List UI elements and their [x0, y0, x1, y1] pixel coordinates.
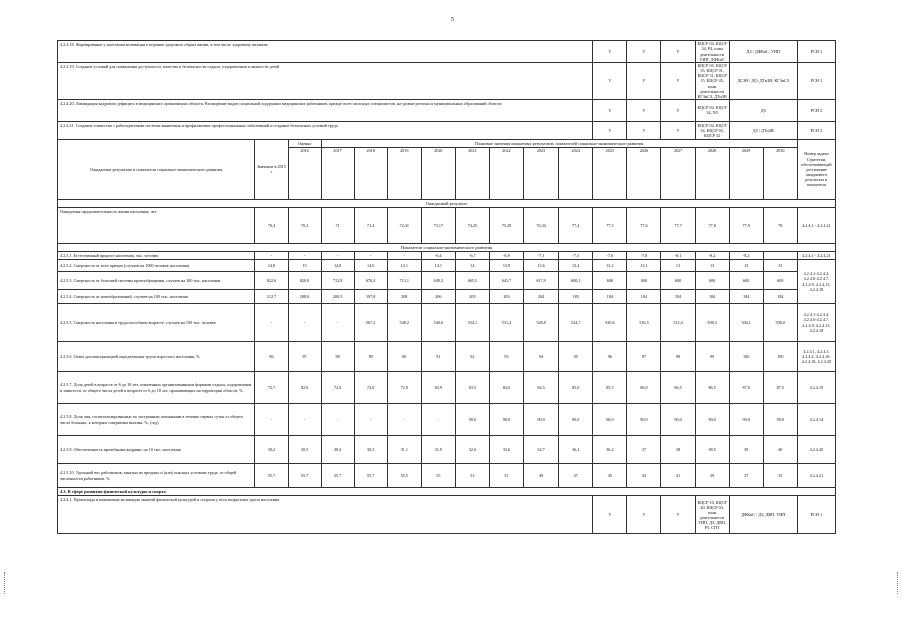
indicator-value: 534,1 [455, 304, 489, 342]
expected-band: Ожидаемый результат [58, 199, 836, 207]
indicator-value: - [255, 251, 288, 259]
header-year: 2025 [593, 147, 627, 199]
indicator-row [58, 304, 836, 342]
indicator-value: - [387, 251, 421, 259]
indicator-name: 4.2.5.6. Охват диспансеризацией определенных групп взрослого населения, % [58, 342, 255, 372]
indicator-value: 13 [661, 260, 695, 272]
indicator-value: 713,1 [387, 272, 421, 290]
header-year: 2029 [729, 147, 763, 199]
indicator-value: 72,0 [321, 372, 354, 404]
indicator-value: 500,0 [763, 304, 797, 342]
indicator-value: 55,7 [321, 464, 354, 488]
task-reference: 4.2.4.1-4.2.4.4, 4.2.4.6-4.2.4.7, 4.2.4.9, 4.2.4.13, 4.2.4.18 [797, 304, 835, 342]
indicator-value: 37 [729, 464, 763, 488]
executors: ДФКиС / ДЗ, ДВП, УИП [729, 496, 797, 534]
indicator-value: 74,25 [455, 207, 489, 243]
indicator-value: 72,41 [387, 207, 421, 243]
indicator-value: 97 [627, 342, 661, 372]
indicator-value: 94 [524, 342, 559, 372]
indicator-value: 600,1 [559, 272, 593, 290]
indicator-value: -7,8 [627, 251, 661, 259]
indicator-value: - [421, 404, 455, 436]
indicator-value: 98 [661, 342, 695, 372]
indicator-value: 30,4 [321, 436, 354, 464]
period-mark: V [661, 121, 695, 139]
indicator-value: 90,0 [729, 404, 763, 436]
indicator-value: 184 [695, 290, 729, 304]
task-reference: 4.2.4.21 [797, 464, 835, 488]
indicator-value: 200,5 [321, 290, 354, 304]
indicator-value: 77,9 [729, 207, 763, 243]
indicator-value [763, 251, 797, 259]
indicator-value: 13,2 [593, 260, 627, 272]
indicator-row [58, 207, 836, 243]
indicator-value: 72,7 [255, 372, 288, 404]
indicator-value: 41 [661, 464, 695, 488]
indicator-name: 4.2.5.1. Естественный прирост населения, тыс. человек [58, 251, 255, 259]
indicator-row [58, 260, 836, 272]
indicator-value: 76,34 [524, 207, 559, 243]
funding-sources: КЦСР 04, КЦСР 34, N5 [695, 99, 729, 121]
indicator-value: 55 [421, 464, 455, 488]
measure-text: 4.2.4.20. Ликвидация кадрового дефицита в медицинских организациях области. Расширение видов социальной поддержки медицинских работников, прежде всего молодых специалистов, на уровне региона и муниципальных образований области [58, 99, 593, 121]
header-year: 2030 [763, 147, 797, 199]
indicator-value: -7,6 [593, 251, 627, 259]
indicator-value: 90,0 [695, 404, 729, 436]
indicator-value: 53 [455, 464, 489, 488]
period-mark: V [627, 99, 661, 121]
indicator-value: 33,6 [489, 436, 523, 464]
indicator-value: 14 [455, 260, 489, 272]
indicator-value: 13,9 [489, 260, 523, 272]
indicator-value: -8,1 [661, 251, 695, 259]
indicator-value: -7,3 [559, 251, 593, 259]
header-year: 2027 [661, 147, 695, 199]
indicator-value: 77,4 [559, 207, 593, 243]
indicator-value: 185 [559, 290, 593, 304]
funding-sources: КЦСР 04, КЦСР 34, Р4, план деятельности УИП, ДФКиС [695, 41, 729, 63]
header-year: 2018 [354, 147, 387, 199]
indicator-value: - [255, 404, 288, 436]
indicator-name: 4.2.5.2. Смертность от всех причин (случаев на 1000 человек населения) [58, 260, 255, 272]
indicator-value: 670,4 [354, 272, 387, 290]
indicator-value: 13 [763, 260, 797, 272]
indicator-value: - [321, 404, 354, 436]
indicator-value: 90,0 [763, 404, 797, 436]
indicator-value: -8,2 [729, 251, 763, 259]
indicator-row [58, 342, 836, 372]
funding-sources: КЦСР 05, КЦСР 35, КЦСР 01, КЦСР 31, КЦСР 15, КЦСР 45, план деятельности КГЗиСЗ, ДТиЗН [695, 63, 729, 100]
indicator-value: 84,5 [524, 372, 559, 404]
indicator-value: 83,5 [455, 372, 489, 404]
header-value-2015: Значение в 2015 г [255, 139, 288, 199]
measures-indicators-table [57, 40, 836, 534]
task-reference: 4.2.4.20 [797, 436, 835, 464]
indicator-value: 99 [695, 342, 729, 372]
indicator-value: 567,2 [354, 304, 387, 342]
indicator-value: 504,1 [729, 304, 763, 342]
scan-margin-mark [897, 572, 899, 594]
indicator-value: 203 [489, 290, 523, 304]
header-year: 2028 [695, 147, 729, 199]
indicators-band: Показатели социально-экономического развития [58, 243, 836, 251]
period-mark: V [627, 496, 661, 534]
funding-sources: КЦСР 04, КЦСР 34, КЦСР 02, КЦСР 32 [695, 121, 729, 139]
header-year: 2020 [421, 147, 455, 199]
indicator-value: 37 [627, 436, 661, 464]
indicator-value: 91 [421, 342, 455, 372]
indicator-value: 87,0 [729, 372, 763, 404]
indicator-value: 89 [354, 342, 387, 372]
header-year: 2026 [627, 147, 661, 199]
indicator-value: 649,3 [421, 272, 455, 290]
indicator-value: 184 [627, 290, 661, 304]
executors: ДСЗН / ДО, ДТиЗН, КГЗиСЗ [729, 63, 797, 100]
measure-row [58, 41, 836, 63]
indicator-value: 82,9 [421, 372, 455, 404]
indicator-value: 96 [593, 342, 627, 372]
indicator-value: 72,0 [354, 372, 387, 404]
indicator-value: 51 [489, 464, 523, 488]
result-code: РСН 2 [797, 99, 835, 121]
funding-sources: КЦСР 10, КЦСР 40, КЦСР 04, план деятельности УИП, ДЗ, ДВП, Р5, СПТ [695, 496, 729, 534]
header-year: 2021 [455, 147, 489, 199]
measure-row [58, 63, 836, 100]
indicator-value: 30,5 [288, 436, 321, 464]
indicator-value: - [387, 404, 421, 436]
indicator-value: 600 [763, 272, 797, 290]
indicator-value: 100 [763, 342, 797, 372]
indicator-name: 4.2.5.9. Обеспеченность врачебными кадрами, на 10 тыс. населения [58, 436, 255, 464]
indicator-name: 4.2.5.4. Смертность от новообразований, случаев на 100 тыс. населения [58, 290, 255, 304]
header-task-number: Номер задачи Стратегии, обеспечивающей достижение ожидаемого результата и показателя [797, 139, 835, 199]
indicator-row [58, 372, 836, 404]
indicator-value: 14,8 [321, 260, 354, 272]
header-estimate: Оценка [288, 139, 321, 147]
indicator-value: - [321, 304, 354, 342]
period-mark: V [593, 99, 627, 121]
indicator-value: 38,5 [695, 436, 729, 464]
indicator-value: 641,7 [489, 272, 523, 290]
indicator-value: 15 [288, 260, 321, 272]
indicator-value: - [321, 251, 354, 259]
indicator-value: 70,2 [288, 207, 321, 243]
indicator-value: 82,0 [288, 372, 321, 404]
executors: ДЗ / ДФКиС, УИП [729, 41, 797, 63]
header-year: 2016 [288, 147, 321, 199]
indicator-value: -6,9 [489, 251, 523, 259]
indicator-value: - [354, 251, 387, 259]
measure-text: 4.2.4.18. Формирование у населения мотивации к ведению здорового образа жизни, в том числе здоровому питанию [58, 41, 593, 63]
header-year: 2019 [387, 147, 421, 199]
indicator-value: - [255, 304, 288, 342]
period-mark: V [627, 41, 661, 63]
indicator-value: 31,9 [421, 436, 455, 464]
indicator-value: 71,4 [354, 207, 387, 243]
indicator-value: 47 [559, 464, 593, 488]
measure-row [58, 121, 836, 139]
indicator-value: 184 [763, 290, 797, 304]
scan-margin-mark [4, 572, 6, 594]
indicator-row [58, 272, 836, 290]
indicator-value: 86,0 [627, 372, 661, 404]
period-mark: V [627, 63, 661, 100]
indicator-value: 548,2 [387, 304, 421, 342]
period-mark: V [593, 63, 627, 100]
indicator-value: 84,0 [489, 372, 523, 404]
indicator-value: 600 [695, 272, 729, 290]
result-code: РСН 2 [797, 121, 835, 139]
indicator-value: 531,4 [489, 304, 523, 342]
indicator-value: 90,0 [661, 404, 695, 436]
indicator-value: 71 [321, 207, 354, 243]
indicator-row [58, 251, 836, 259]
indicator-value: - [288, 404, 321, 436]
indicator-value: 55,7 [255, 464, 288, 488]
indicator-value: 86 [255, 342, 288, 372]
period-mark: V [593, 41, 627, 63]
indicator-value: 75,29 [489, 207, 523, 243]
indicator-name: 4.2.5.10. Удельный вес работников, занятых во вредных и (или) опасных условиях труда, от общей численности работников, % [58, 464, 255, 488]
indicator-value: 40 [763, 436, 797, 464]
indicator-value: 30,2 [255, 436, 288, 464]
indicator-value: 86,5 [695, 372, 729, 404]
indicator-value: 600 [593, 272, 627, 290]
indicator-value: 55,7 [354, 464, 387, 488]
indicator-value: 208 [387, 290, 421, 304]
indicator-value: 90,0 [627, 404, 661, 436]
indicator-value: 90,0 [593, 404, 627, 436]
indicator-value: 90,0 [559, 404, 593, 436]
indicator-value: 90,0 [524, 404, 559, 436]
indicator-value: 93 [489, 342, 523, 372]
indicator-value: 205 [455, 290, 489, 304]
period-mark: V [661, 496, 695, 534]
indicator-value: 72,9 [387, 372, 421, 404]
indicator-value: 85,5 [593, 372, 627, 404]
indicator-value: 13 [695, 260, 729, 272]
indicator-name: 4.2.5.7. Доля детей в возрасте от 6 до 18 лет, охваченных организованными формами отдыха, оздоровления и занятости, от общего числа детей в возрасте от 6 до 18 лет, проживающих на территории области, % [58, 372, 255, 404]
indicator-value: 14,1 [387, 260, 421, 272]
indicator-value: 32,6 [455, 436, 489, 464]
result-code: РСН 1 [797, 41, 835, 63]
period-mark: V [593, 496, 627, 534]
indicator-value: 31,1 [387, 436, 421, 464]
indicator-value: 45 [593, 464, 627, 488]
task-reference: 4.2.4.1 - 4.2.4.21 [797, 207, 835, 243]
indicator-value: 34,7 [524, 436, 559, 464]
period-mark: V [627, 121, 661, 139]
header-year: 2023 [524, 147, 559, 199]
task-reference: 4.2.4.19 [797, 372, 835, 404]
period-mark: V [661, 99, 695, 121]
indicator-value: 90 [387, 342, 421, 372]
task-reference: 4.2.4.1-4.2.4.4, 4.2.4.6-4.2.4.7, 4.2.4.9, 4.2.4.13, 4.2.4.18 [797, 260, 835, 304]
indicator-row [58, 404, 836, 436]
table-body [58, 41, 836, 534]
indicator-value: 86,5 [661, 372, 695, 404]
indicator-value: 665,5 [455, 272, 489, 290]
indicator-value: 36,2 [593, 436, 627, 464]
indicator-value: 77,8 [695, 207, 729, 243]
indicator-value: 13,6 [524, 260, 559, 272]
measure-text: 4.3.4.1. Пропаганда и повышение мотивации занятий физической культурой и спортом у всех возрастных групп населения [58, 496, 593, 534]
header-year: 2024 [559, 147, 593, 199]
indicator-value: -6,4 [421, 251, 455, 259]
measure-text: 4.2.4.21. Создание совместно с работодателями системы выявления и профилактики профессиональных заболеваний и создание безопасных условий труда [58, 121, 593, 139]
indicator-value: 184 [661, 290, 695, 304]
indicator-value: -7,1 [524, 251, 559, 259]
indicator-value: 87 [288, 342, 321, 372]
result-code: РСН 1 [797, 496, 835, 534]
indicator-value: 540,6 [421, 304, 455, 342]
indicator-value: 617,9 [524, 272, 559, 290]
task-reference: 4.2.4.1, 4.2.4.3, 4.2.4.4, 4.2.4.16-4.2.4.18, 4.2.4.20 [797, 342, 835, 372]
indicator-row [58, 436, 836, 464]
indicator-value: 90,0 [489, 404, 523, 436]
indicator-value: 78 [763, 207, 797, 243]
measure-text: 4.2.4.19. Создание условий для повышения доступности, качества и безопасности отдыха, оздоровления и занятости детей [58, 63, 593, 100]
indicator-value: 39 [695, 464, 729, 488]
indicator-value: 36,2 [559, 436, 593, 464]
header-planned: Плановые значения ожидаемых результатов, показателей социально-экономического развития [321, 139, 797, 147]
indicator-value: 712,8 [321, 272, 354, 290]
indicator-value: 212,7 [255, 290, 288, 304]
indicator-value: 100 [729, 342, 763, 372]
indicator-value: 77,6 [627, 207, 661, 243]
indicator-value: 14,6 [354, 260, 387, 272]
indicator-value: 13 [729, 260, 763, 272]
header-year: 2022 [489, 147, 523, 199]
indicator-value: 85,0 [559, 372, 593, 404]
indicator-value: 14,1 [421, 260, 455, 272]
indicator-value: 600 [661, 272, 695, 290]
indicator-value: 39 [729, 436, 763, 464]
indicator-value: 90,0 [455, 404, 489, 436]
header-name: Ожидаемые результаты и показатели социально-экономического развития [58, 139, 255, 199]
indicator-name: 4.2.5.5. Смертность населения в трудоспособном возрасте, случаев на 100 тыс. человек [58, 304, 255, 342]
indicator-row [58, 464, 836, 488]
indicator-value: 204 [524, 290, 559, 304]
indicator-name: 4.2.5.8. Доля лиц, госпитализированных по экстренным показаниям в течение первых суток от общего числа больных, к которым совершены вызовы, %, (год) [58, 404, 255, 436]
strategy-table [57, 40, 836, 534]
indicator-value: 43 [627, 464, 661, 488]
indicator-value: - [354, 404, 387, 436]
indicator-value: 38 [661, 436, 695, 464]
indicator-value: - [288, 304, 321, 342]
indicator-value: 49 [524, 464, 559, 488]
indicator-value: 508,3 [695, 304, 729, 342]
indicator-value: 55,7 [288, 464, 321, 488]
indicator-value: 73,17 [421, 207, 455, 243]
indicator-value: 55,5 [387, 464, 421, 488]
period-mark: V [661, 41, 695, 63]
indicator-value: 520,6 [593, 304, 627, 342]
indicator-value: -6,7 [455, 251, 489, 259]
indicator-row [58, 290, 836, 304]
indicator-value: 30,5 [354, 436, 387, 464]
indicator-value: 512,4 [661, 304, 695, 342]
measure-row [58, 99, 836, 121]
period-mark: V [593, 121, 627, 139]
measure-row [58, 496, 836, 534]
period-mark: V [661, 63, 695, 100]
indicator-value: 35 [763, 464, 797, 488]
indicator-value: 208,0 [288, 290, 321, 304]
indicator-value: 600 [627, 272, 661, 290]
task-reference: 4.2.4.1 - 4.2.4.21 [797, 251, 835, 259]
indicator-value: 822,6 [255, 272, 288, 290]
indicator-value: 13,4 [559, 260, 593, 272]
indicator-value: 70,4 [255, 207, 288, 243]
header-year: 2017 [321, 147, 354, 199]
indicator-value: 13,1 [627, 260, 661, 272]
indicator-value: 197,8 [354, 290, 387, 304]
task-reference: 4.2.4.14 [797, 404, 835, 436]
indicator-value: 820,0 [288, 272, 321, 290]
executors: ДЗ / ДТиЗН [729, 121, 797, 139]
indicator-value: 184 [593, 290, 627, 304]
indicator-value: 77,7 [661, 207, 695, 243]
executors: ДЗ [729, 99, 797, 121]
indicator-value: -8,2 [695, 251, 729, 259]
indicator-value: 95 [559, 342, 593, 372]
page-number: 5 [451, 17, 454, 23]
indicator-value: 87,5 [763, 372, 797, 404]
indicator-name: Ожидаемая продолжительность жизни населения, лет [58, 207, 255, 243]
indicator-value: - [288, 251, 321, 259]
indicator-value: 528,8 [524, 304, 559, 342]
indicator-value: 516,5 [627, 304, 661, 342]
indicator-value: 88 [321, 342, 354, 372]
section-title: 4.3. В сфере развития физической культуры и спорта [58, 488, 836, 496]
indicator-value: 184 [729, 290, 763, 304]
indicator-value: 524,7 [559, 304, 593, 342]
indicator-value: 206 [421, 290, 455, 304]
indicator-value: 77,5 [593, 207, 627, 243]
indicator-name: 4.2.5.3. Смертность от болезней системы кровообращения, случаев на 100 тыс. населения [58, 272, 255, 290]
indicator-value: 92 [455, 342, 489, 372]
indicator-value: 600 [729, 272, 763, 290]
result-code: РСН 1 [797, 63, 835, 100]
indicator-value: 14,8 [255, 260, 288, 272]
